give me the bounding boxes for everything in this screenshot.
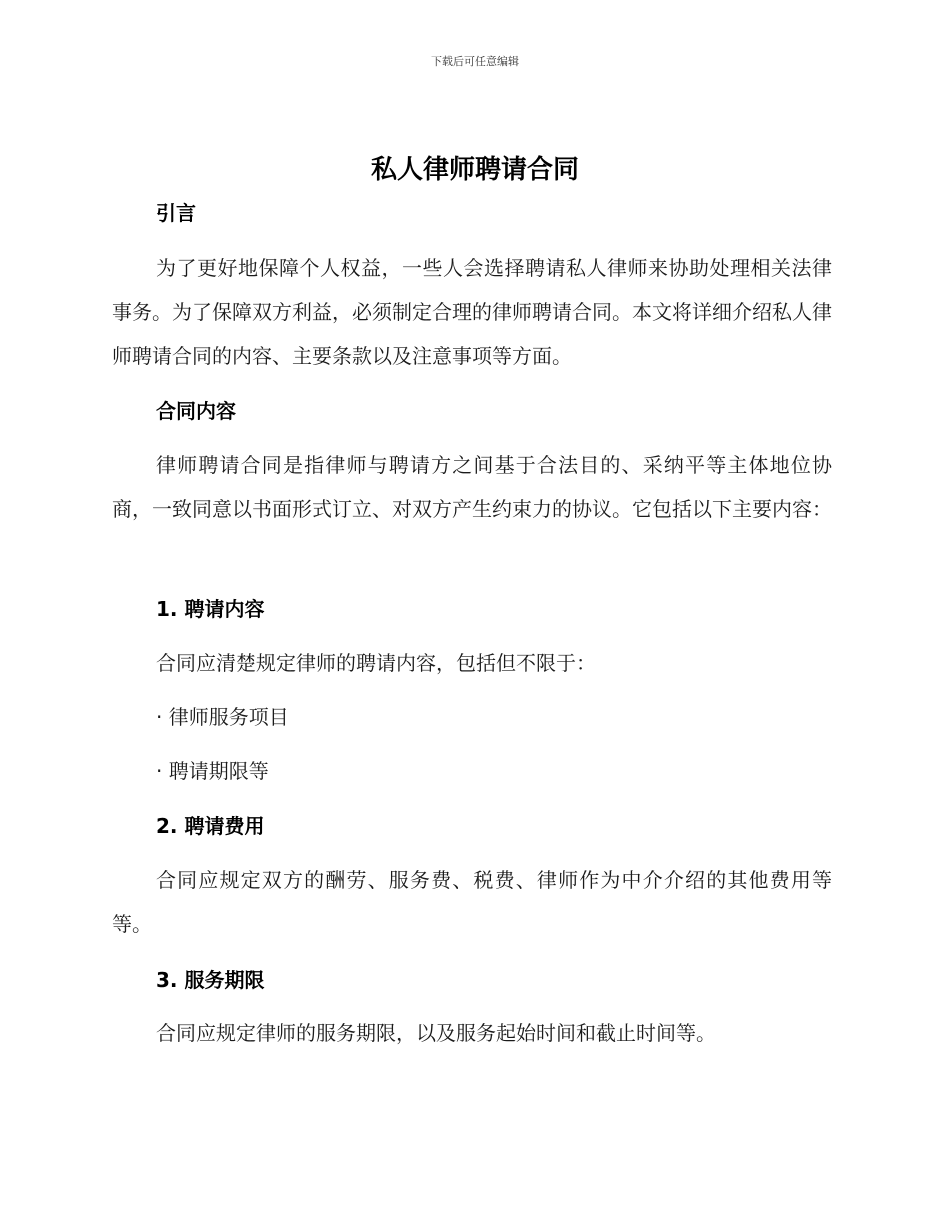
bullet-item1-service: · 律师服务项目 [156,705,289,729]
paragraph-contract-content: 律师聘请合同是指律师与聘请方之间基于合法目的、采纳平等主体地位协商，一致同意以书面形式订立、对双方产生约束力的协议。它包括以下主要内容： [112,453,832,521]
heading-contract-content: 合同内容 [156,399,236,423]
page-header-note: 下载后可任意编辑 [431,55,519,68]
paragraph-intro: 为了更好地保障个人权益，一些人会选择聘请私人律师来协助处理相关法律事务。为了保障双方利益，必须制定合理的律师聘请合同。本文将详细介绍私人律师聘请合同的内容、主要条款以及注意事项等方面。 [112,256,832,368]
paragraph-item3: 合同应规定律师的服务期限，以及服务起始时间和截止时间等。 [156,1021,716,1045]
paragraph-item2: 合同应规定双方的酬劳、服务费、税费、律师作为中介介绍的其他费用等等。 [112,868,832,936]
heading-item1: 1. 聘请内容 [156,597,265,621]
heading-item2: 2. 聘请费用 [156,814,265,838]
heading-intro: 引言 [156,201,196,225]
bullet-item1-term: · 聘请期限等 [156,759,269,783]
document-title: 私人律师聘请合同 [370,155,579,185]
heading-item3: 3. 服务期限 [156,968,265,992]
paragraph-item1: 合同应清楚规定律师的聘请内容，包括但不限于： [156,651,596,675]
